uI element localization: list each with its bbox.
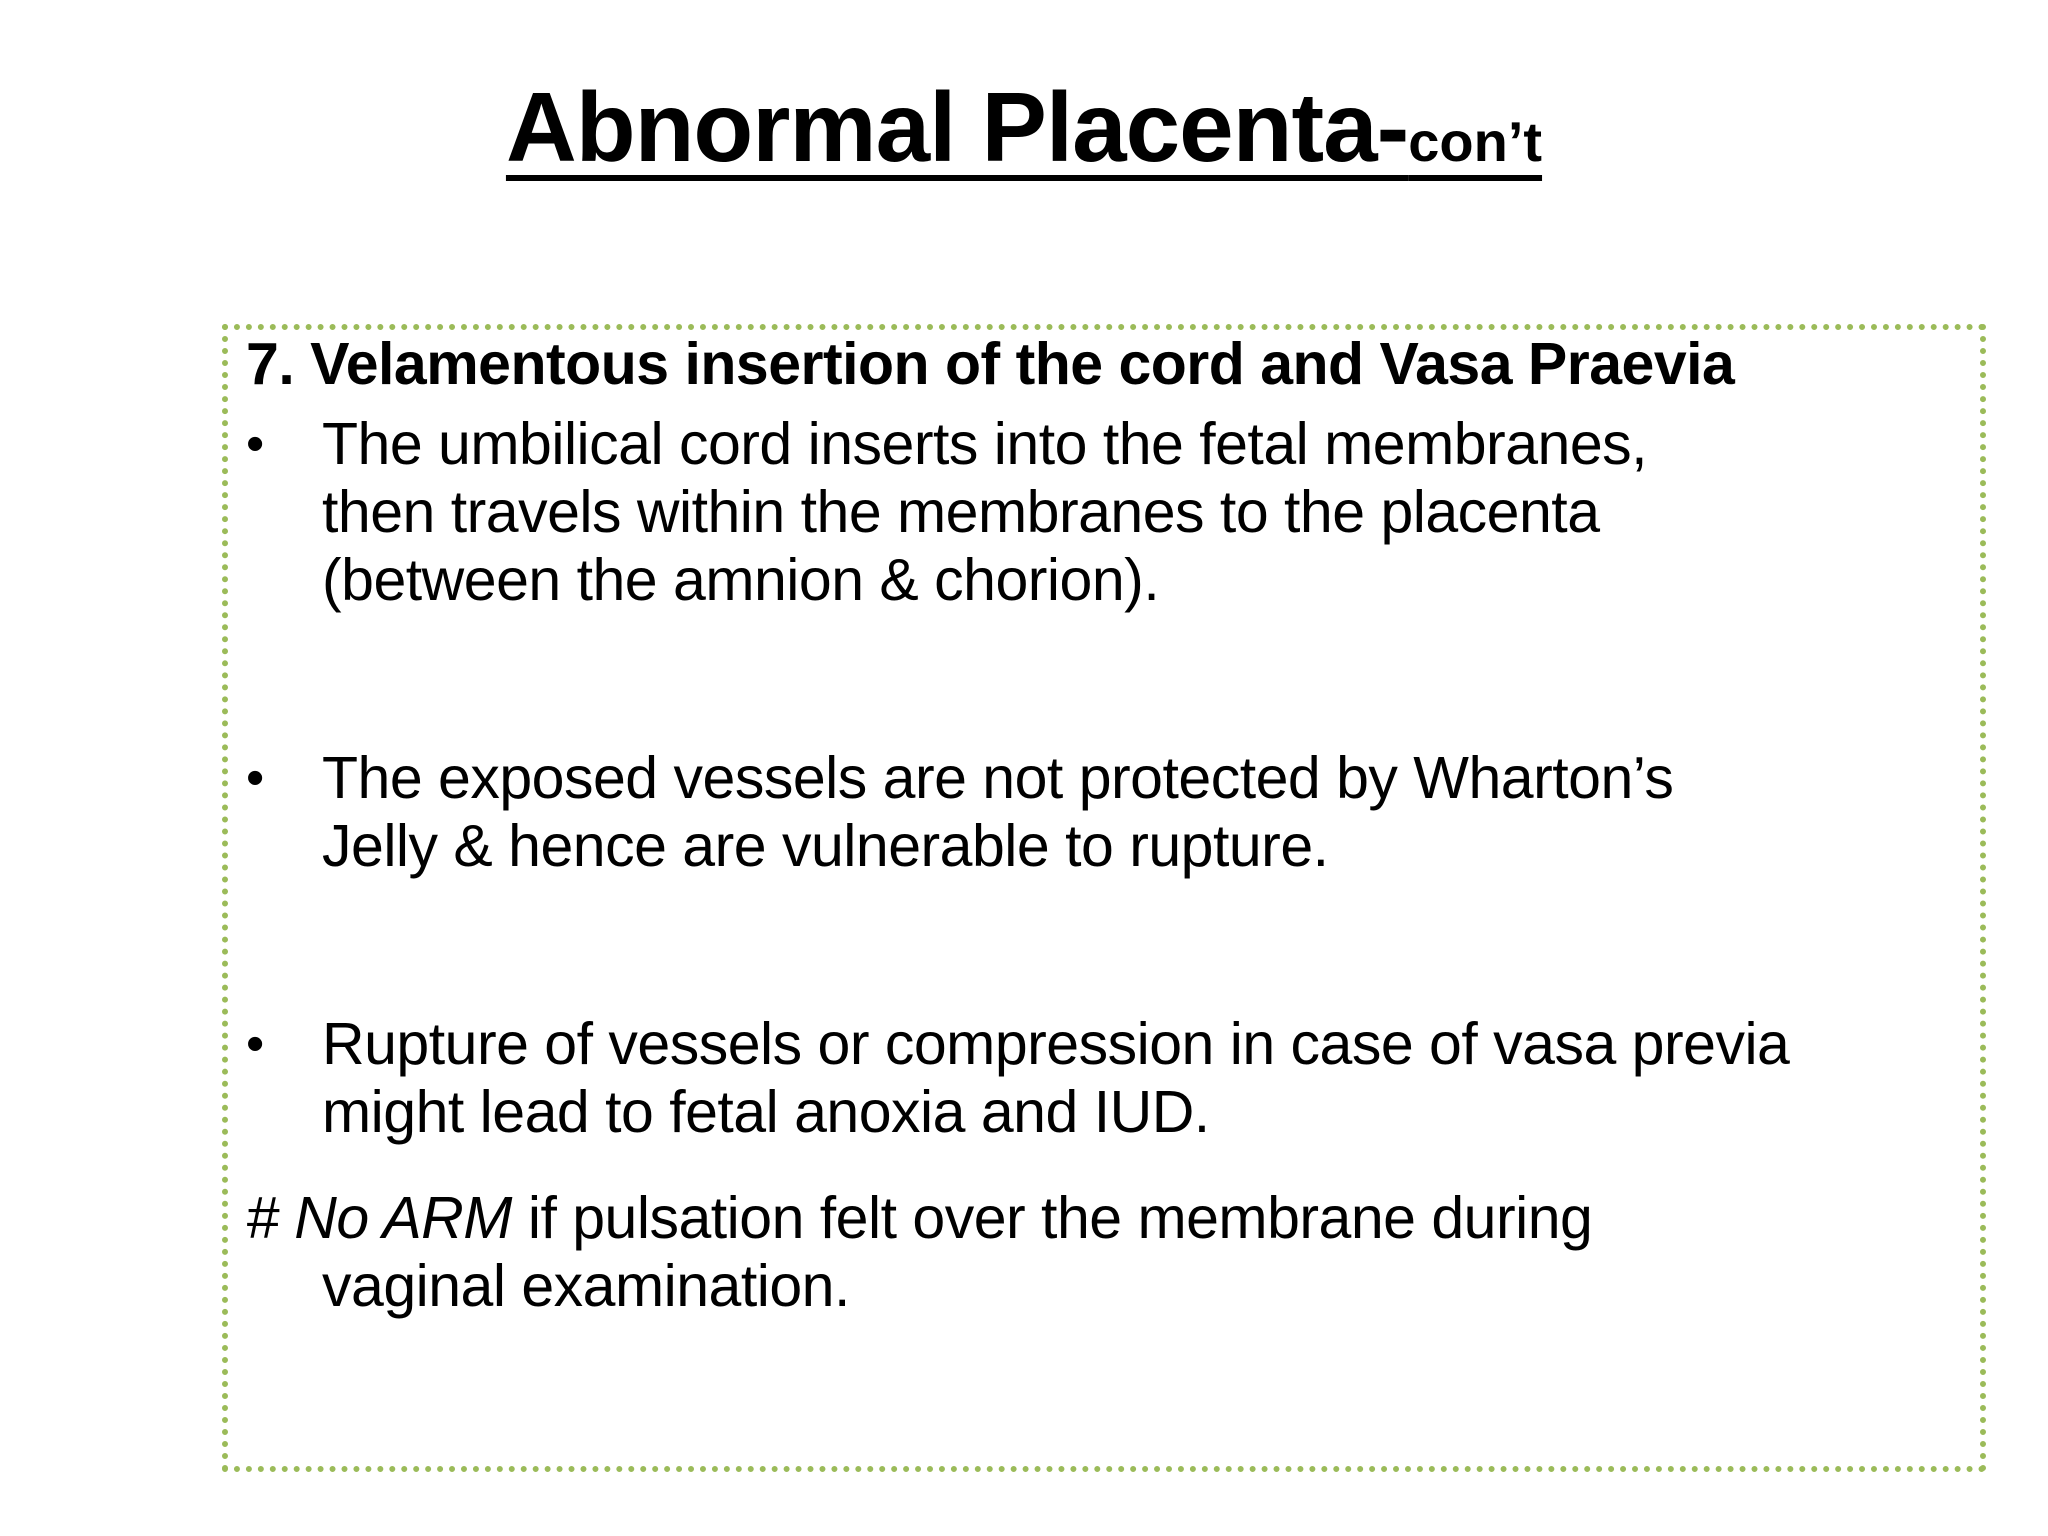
note-text: if pulsation felt over the membrane during: [511, 1185, 1593, 1251]
bullet-line: The exposed vessels are not protected by Wharton’s: [322, 745, 1674, 811]
bullet-line: (between the amnion & chorion).: [322, 547, 1160, 613]
bullet-line: Rupture of vessels or compression in case of vasa previa: [322, 1011, 1790, 1077]
slide-title: [0, 72, 2048, 182]
bullet-item-2: [246, 744, 1966, 880]
bullet-line: might lead to fetal anoxia and IUD.: [322, 1079, 1210, 1145]
bullet-icon: •: [246, 1015, 264, 1073]
note-line-1: [246, 1184, 1966, 1252]
bullet-list: [246, 410, 1966, 1146]
bullet-line: The umbilical cord inserts into the fetal membranes,: [322, 411, 1648, 477]
bullet-line: then travels within the membranes to the placenta: [322, 479, 1600, 545]
title-main: Abnormal Placenta-: [505, 72, 1409, 182]
note-emphasis: # No ARM: [246, 1185, 512, 1251]
clinical-note: [246, 1184, 1966, 1320]
bullet-line: Jelly & hence are vulnerable to rupture.: [322, 813, 1329, 879]
title-suffix: con’t: [1408, 110, 1543, 173]
bullet-item-3: [246, 1010, 1966, 1146]
bullet-item-1: [246, 410, 1966, 614]
note-line-2: vaginal examination.: [322, 1253, 850, 1319]
slide-title-text: [505, 72, 1543, 182]
bullet-icon: •: [246, 749, 264, 807]
section-heading: 7. Velamentous insertion of the cord and Vasa Praevia: [246, 331, 1735, 397]
bullet-icon: •: [246, 415, 264, 473]
